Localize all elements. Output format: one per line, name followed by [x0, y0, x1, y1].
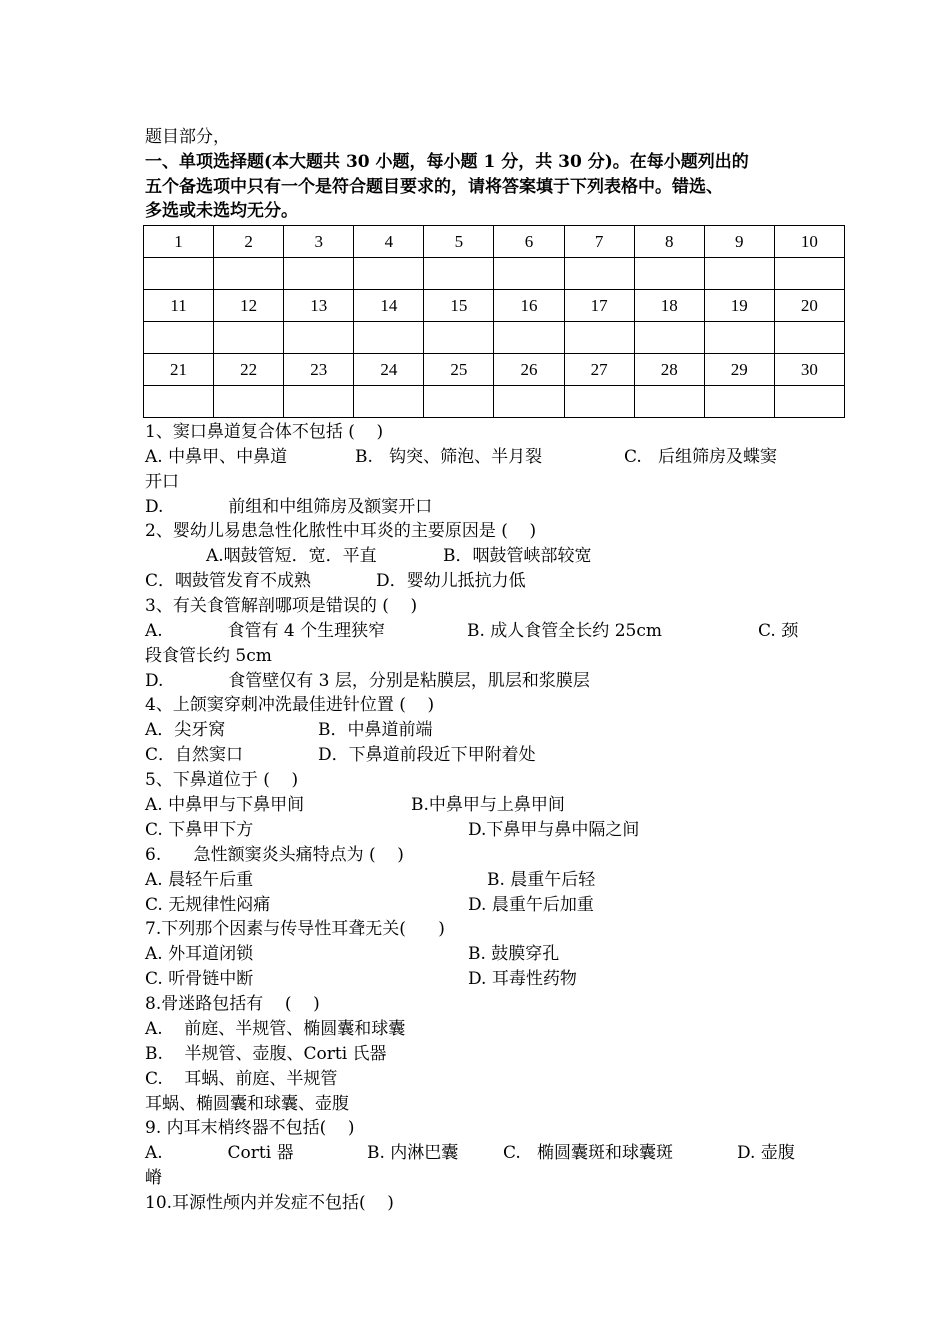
grid-number-cell: 17	[564, 290, 634, 322]
question-4-option-d: D．下鼻道前段近下甲附着处	[318, 745, 536, 765]
answer-grid	[143, 225, 845, 418]
question-8: 8.骨迷路包括有 ( )	[145, 994, 320, 1014]
grid-answer-cell[interactable]	[354, 258, 424, 290]
grid-answer-cell[interactable]	[144, 258, 214, 290]
grid-number-cell: 1	[144, 226, 214, 258]
question-1-option-d: D. 前组和中组筛房及额窦开口	[145, 497, 433, 517]
grid-answer-cell[interactable]	[144, 386, 214, 418]
question-2: 2、婴幼儿易患急性化脓性中耳炎的主要原因是 ( )	[145, 521, 537, 541]
question-4-option-c: C．自然窦口	[145, 745, 244, 765]
question-7-option-b: B. 鼓膜穿孔	[468, 944, 560, 964]
question-8-option-d: 耳蜗、椭圆囊和球囊、壶腹	[145, 1094, 349, 1114]
grid-answer-cell[interactable]	[634, 322, 704, 354]
question-6-option-b: B. 晨重午后轻	[487, 870, 596, 890]
grid-answer-cell[interactable]	[284, 386, 354, 418]
grid-number-cell: 19	[704, 290, 774, 322]
grid-answer-cell[interactable]	[494, 258, 564, 290]
grid-number-cell: 16	[494, 290, 564, 322]
grid-answer-row	[144, 258, 845, 290]
grid-number-cell: 12	[214, 290, 284, 322]
question-2-option-a: A.咽鼓管短．宽．平直	[206, 546, 377, 566]
question-5-option-b: B.中鼻甲与上鼻甲间	[411, 795, 565, 815]
question-9-option-a: A. Corti 器	[145, 1143, 294, 1163]
grid-answer-cell[interactable]	[214, 322, 284, 354]
grid-number-cell: 8	[634, 226, 704, 258]
question-3-option-d: D. 食管壁仅有 3 层，分别是粘膜层，肌层和浆膜层	[145, 671, 590, 691]
grid-answer-cell[interactable]	[284, 322, 354, 354]
grid-number-cell: 9	[704, 226, 774, 258]
grid-answer-cell[interactable]	[774, 322, 844, 354]
grid-number-cell: 2	[214, 226, 284, 258]
grid-number-cell: 4	[354, 226, 424, 258]
grid-answer-cell[interactable]	[704, 386, 774, 418]
grid-number-cell: 29	[704, 354, 774, 386]
question-9-option-b: B. 内淋巴囊	[367, 1143, 459, 1163]
question-7-option-d: D. 耳毒性药物	[468, 969, 577, 989]
grid-number-cell: 22	[214, 354, 284, 386]
question-2-option-d: D．婴幼儿抵抗力低	[376, 571, 526, 591]
section-heading-line-1: 一、单项选择题(本大题共 30 小题，每小题 1 分，共 30 分)。在每小题列出的	[145, 152, 749, 172]
question-8-option-a: A. 前庭、半规管、椭圆囊和球囊	[145, 1019, 406, 1039]
grid-answer-cell[interactable]	[774, 386, 844, 418]
question-9-option-d: D. 壶腹	[737, 1143, 795, 1163]
question-1-option-a: A. 中鼻甲、中鼻道	[145, 447, 288, 467]
grid-number-cell: 10	[774, 226, 844, 258]
grid-number-cell: 3	[284, 226, 354, 258]
grid-number-cell: 13	[284, 290, 354, 322]
grid-answer-cell[interactable]	[214, 258, 284, 290]
question-3-option-b: B. 成人食管全长约 25cm	[467, 621, 662, 641]
grid-number-cell: 15	[424, 290, 494, 322]
question-2-option-c: C．咽鼓管发育不成熟	[145, 571, 312, 591]
grid-answer-cell[interactable]	[704, 258, 774, 290]
question-3-option-c: C. 颈	[758, 621, 799, 641]
grid-number-row	[144, 354, 845, 386]
grid-number-cell: 23	[284, 354, 354, 386]
question-5: 5、下鼻道位于 ( )	[145, 770, 299, 790]
question-3-option-c-cont: 段食管长约 5cm	[145, 646, 272, 666]
grid-answer-cell[interactable]	[424, 386, 494, 418]
grid-answer-row	[144, 322, 845, 354]
grid-answer-cell[interactable]	[704, 322, 774, 354]
grid-number-cell: 30	[774, 354, 844, 386]
question-6: 6. 急性额窦炎头痛特点为 ( )	[145, 845, 404, 865]
question-7-option-c: C. 听骨链中断	[145, 969, 254, 989]
question-8-option-c: C. 耳蜗、前庭、半规管	[145, 1069, 338, 1089]
grid-answer-cell[interactable]	[214, 386, 284, 418]
grid-answer-cell[interactable]	[494, 322, 564, 354]
grid-number-cell: 28	[634, 354, 704, 386]
grid-answer-cell[interactable]	[494, 386, 564, 418]
question-5-option-a: A. 中鼻甲与下鼻甲间	[145, 795, 305, 815]
grid-answer-cell[interactable]	[564, 322, 634, 354]
grid-number-cell: 11	[144, 290, 214, 322]
question-4: 4、上颌窦穿刺冲洗最佳进针位置 ( )	[145, 695, 435, 715]
grid-number-cell: 26	[494, 354, 564, 386]
grid-number-cell: 6	[494, 226, 564, 258]
question-9-option-c: C. 椭圆囊斑和球囊斑	[503, 1143, 674, 1163]
grid-number-cell: 24	[354, 354, 424, 386]
question-1: 1、窦口鼻道复合体不包括 ( )	[145, 422, 384, 442]
grid-number-cell: 18	[634, 290, 704, 322]
grid-number-cell: 20	[774, 290, 844, 322]
question-7-option-a: A. 外耳道闭锁	[145, 944, 254, 964]
question-3: 3、有关食管解剖哪项是错误的 ( )	[145, 596, 418, 616]
grid-number-cell: 5	[424, 226, 494, 258]
question-6-option-a: A. 晨轻午后重	[145, 870, 254, 890]
grid-answer-cell[interactable]	[634, 386, 704, 418]
question-1-option-b: B. 钩突、筛泡、半月裂	[355, 447, 543, 467]
grid-number-cell: 27	[564, 354, 634, 386]
question-1-option-c-cont: 开口	[145, 472, 179, 492]
question-4-option-a: A．尖牙窝	[145, 720, 226, 740]
question-10: 10.耳源性颅内并发症不包括( )	[145, 1193, 394, 1213]
question-4-option-b: B．中鼻道前端	[318, 720, 433, 740]
question-1-option-c: C. 后组筛房及蝶窦	[624, 447, 778, 467]
question-5-option-d: D.下鼻甲与鼻中隔之间	[468, 820, 640, 840]
grid-answer-cell[interactable]	[354, 322, 424, 354]
question-6-option-c: C. 无规律性闷痛	[145, 895, 271, 915]
grid-answer-cell[interactable]	[774, 258, 844, 290]
question-9-option-d-cont: 嵴	[145, 1168, 162, 1188]
grid-answer-cell[interactable]	[424, 258, 494, 290]
question-2-option-b: B．咽鼓管峡部较宽	[443, 546, 592, 566]
grid-number-row	[144, 226, 845, 258]
grid-answer-cell[interactable]	[634, 258, 704, 290]
question-9: 9. 内耳末梢终器不包括( )	[145, 1118, 355, 1138]
grid-answer-cell[interactable]	[144, 322, 214, 354]
grid-answer-cell[interactable]	[424, 322, 494, 354]
grid-answer-cell[interactable]	[284, 258, 354, 290]
intro-text: 题目部分，	[145, 127, 230, 147]
section-heading-line-2: 五个备选项中只有一个是符合题目要求的，请将答案填于下列表格中。错选、	[145, 177, 723, 197]
grid-answer-cell[interactable]	[354, 386, 424, 418]
question-8-option-b: B. 半规管、壶腹、Corti 氏器	[145, 1044, 387, 1064]
grid-number-cell: 7	[564, 226, 634, 258]
grid-number-cell: 14	[354, 290, 424, 322]
grid-answer-cell[interactable]	[564, 386, 634, 418]
question-3-option-a: A. 食管有 4 个生理狭窄	[145, 621, 386, 641]
question-6-option-d: D. 晨重午后加重	[468, 895, 594, 915]
grid-answer-cell[interactable]	[564, 258, 634, 290]
section-heading-line-3: 多选或未选均无分。	[145, 201, 298, 221]
grid-answer-row	[144, 386, 845, 418]
grid-number-cell: 25	[424, 354, 494, 386]
grid-number-row	[144, 290, 845, 322]
question-5-option-c: C. 下鼻甲下方	[145, 820, 254, 840]
question-7: 7.下列那个因素与传导性耳聋无关( )	[145, 919, 445, 939]
grid-number-cell: 21	[144, 354, 214, 386]
